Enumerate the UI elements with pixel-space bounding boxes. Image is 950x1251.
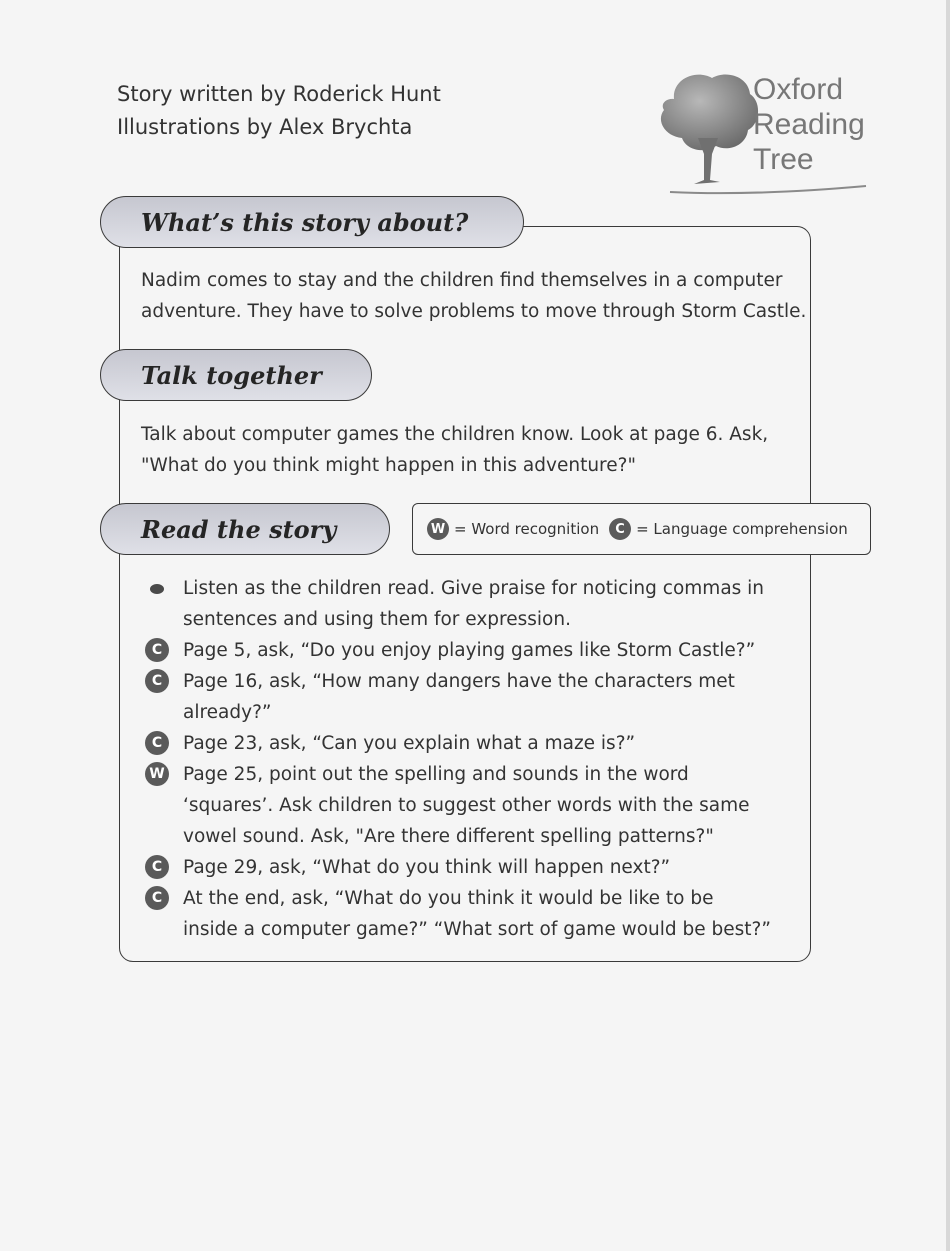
bullet-icon bbox=[150, 584, 164, 594]
logo-word-oxford: Oxford bbox=[753, 73, 844, 106]
page-edge bbox=[946, 0, 950, 1251]
author-credit: Story written by Roderick Hunt bbox=[117, 82, 441, 106]
comprehension-icon: C bbox=[145, 731, 169, 755]
about-paragraph: Nadim comes to stay and the children find themselves in a computer adventure. They have to solve problems to move through Storm Castle. bbox=[141, 270, 807, 322]
section-heading-talk: Talk together bbox=[100, 349, 372, 401]
section-heading-about: What’s this story about? bbox=[100, 196, 524, 248]
list-item: C Page 29, ask, “What do you think will happen next?” bbox=[141, 852, 771, 883]
word-recognition-label: = Word recognition bbox=[454, 520, 600, 538]
language-comprehension-icon: C bbox=[609, 518, 631, 540]
oxford-reading-tree-logo bbox=[634, 64, 874, 204]
list-item: C Page 23, ask, “Can you explain what a maze is?” bbox=[141, 728, 771, 759]
comprehension-icon: C bbox=[145, 855, 169, 879]
logo-word-reading: Reading bbox=[753, 108, 865, 141]
logo-word-tree: Tree bbox=[753, 143, 814, 176]
word-recognition-icon: W bbox=[427, 518, 449, 540]
illustrator-credit: Illustrations by Alex Brychta bbox=[117, 115, 413, 139]
reading-prompts-list bbox=[141, 573, 771, 945]
list-item: C At the end, ask, “What do you think it would be like to be inside a computer game?” “What sort of game would be best?” bbox=[141, 883, 771, 945]
talk-paragraph: Talk about computer games the children know. Look at page 6. Ask, "What do you think might happen in this adventure?" bbox=[141, 424, 769, 476]
word-recognition-icon: W bbox=[145, 762, 169, 786]
list-item: C Page 5, ask, “Do you enjoy playing games like Storm Castle?” bbox=[141, 635, 771, 666]
list-item: W Page 25, point out the spelling and sounds in the word ‘squares’. Ask children to suggest other words with the same vowel sound. Ask, "Are there different spelling patterns?" bbox=[141, 759, 771, 852]
icon-legend bbox=[412, 503, 871, 555]
list-item: Listen as the children read. Give praise for noticing commas in sentences and using them for expression. bbox=[141, 573, 771, 635]
comprehension-icon: C bbox=[145, 669, 169, 693]
credits bbox=[117, 78, 441, 144]
language-comprehension-label: = Language comprehension bbox=[636, 520, 848, 538]
section-heading-read: Read the story bbox=[100, 503, 390, 555]
comprehension-icon: C bbox=[145, 886, 169, 910]
list-item: C Page 16, ask, “How many dangers have the characters met already?” bbox=[141, 666, 771, 728]
comprehension-icon: C bbox=[145, 638, 169, 662]
